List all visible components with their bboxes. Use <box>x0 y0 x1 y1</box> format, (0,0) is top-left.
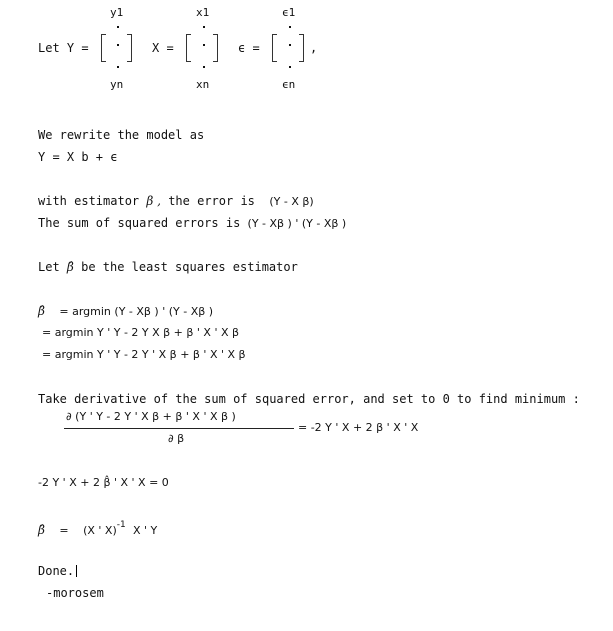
fraction-bar <box>64 428 294 429</box>
solution-xtx: (X ' X) <box>83 524 117 537</box>
beta-hat-symbol: β̂ <box>66 260 74 274</box>
derivative-instruction: Take derivative of the sum of squared error, and set to 0 to find minimum : <box>38 392 580 406</box>
y-vdot <box>117 44 119 46</box>
error-line-2-prefix: The sum of squared errors is <box>38 216 241 230</box>
epsilon-vdot <box>289 26 291 28</box>
argmin-beta-hat: β̂ <box>38 304 45 318</box>
epsilon-vdot <box>289 44 291 46</box>
beta-hat-solution <box>38 520 157 538</box>
solution-beta-hat: β̂ <box>38 523 45 537</box>
error-expression: (Y - X β) <box>269 195 314 208</box>
sse-expression: (Y - Xβ ) ' (Y - Xβ ) <box>247 217 347 230</box>
epsilon-bottom-label: ϵn <box>282 78 296 91</box>
solution-xty: X ' Y <box>132 524 158 537</box>
error-line-1-prefix: with estimator <box>38 194 140 208</box>
x-bracket-right <box>213 34 218 62</box>
derivative-numerator: ∂ (Y ' Y - 2 Y ' X β + β ' X ' X β ) <box>66 410 236 423</box>
epsilon-vdot <box>289 66 291 68</box>
x-bottom-label: xn <box>196 78 210 91</box>
argmin-line-1-expr: = argmin (Y - Xβ ) ' (Y - Xβ ) <box>59 305 214 318</box>
normal-equation: -2 Y ' X + 2 β̂ ' X ' X = 0 <box>38 476 169 489</box>
error-line-1 <box>38 194 314 209</box>
vector-comma: , <box>310 41 318 55</box>
y-vdot <box>117 66 119 68</box>
argmin-line-1 <box>38 304 213 319</box>
let-y-label: Let Y = <box>38 41 89 55</box>
argmin-line-2: = argmin Y ' Y - 2 Y X β + β ' X ' X β <box>42 326 240 339</box>
rewrite-text: We rewrite the model as <box>38 128 205 142</box>
x-vdot <box>203 66 205 68</box>
estimator-suffix: be the least squares estimator <box>81 260 298 274</box>
model-equation: Y = X b + ϵ <box>38 150 118 164</box>
x-equals-label: X = <box>152 41 174 55</box>
x-vdot <box>203 44 205 46</box>
done-text: Done. <box>38 564 75 578</box>
y-bracket-right <box>127 34 132 62</box>
estimator-line <box>38 260 298 274</box>
error-line-1-mid: the error is <box>160 194 255 208</box>
y-bracket-left <box>101 34 106 62</box>
x-bracket-left <box>186 34 191 62</box>
y-bottom-label: yn <box>110 78 124 91</box>
epsilon-bracket-right <box>299 34 304 62</box>
derivative-denominator: ∂ β <box>168 432 185 445</box>
error-line-2 <box>38 216 346 231</box>
y-vdot <box>117 26 119 28</box>
epsilon-top-label: ϵ1 <box>282 6 296 19</box>
argmin-line-3: = argmin Y ' Y - 2 Y ' X β + β ' X ' X β <box>42 348 246 361</box>
solution-equals: = <box>59 524 69 537</box>
x-top-label: x1 <box>196 6 210 19</box>
estimator-let: Let <box>38 260 60 274</box>
epsilon-bracket-left <box>272 34 277 62</box>
solution-inverse-exponent: -1 <box>116 520 126 530</box>
derivative-result: = -2 Y ' X + 2 β ' X ' X <box>298 421 419 434</box>
epsilon-equals-label: ϵ = <box>238 41 260 55</box>
x-vdot <box>203 26 205 28</box>
text-cursor <box>76 565 77 577</box>
estimator-symbol: β , <box>146 194 161 208</box>
signature: -morosem <box>46 586 104 600</box>
y-top-label: y1 <box>110 6 124 19</box>
